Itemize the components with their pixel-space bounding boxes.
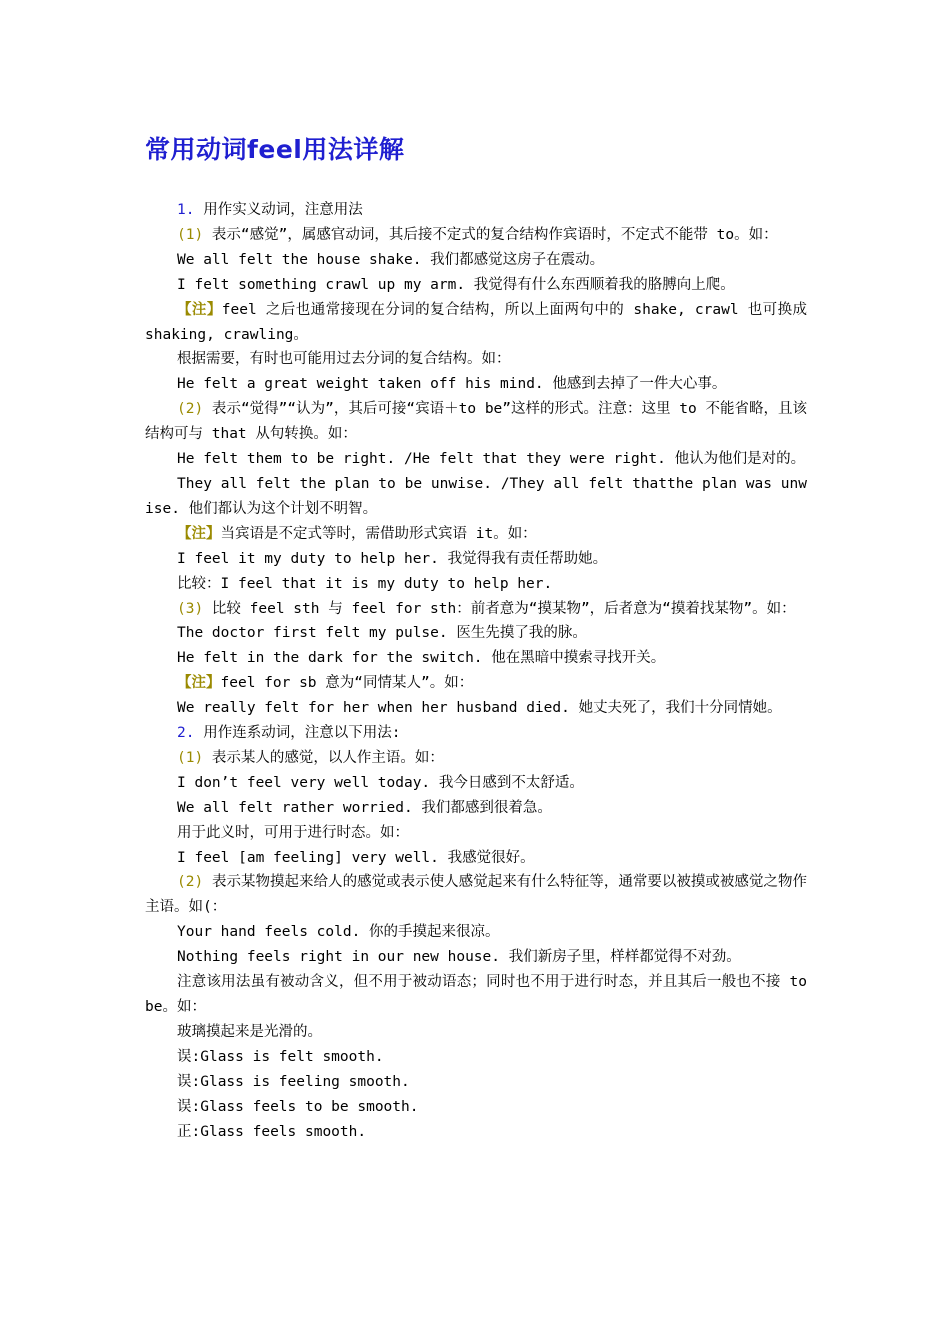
- section-number: 2.: [177, 725, 195, 742]
- paragraph-text: 表示“感觉”，属感官动词，其后接不定式的复合结构作宾语时，不定式不能带 to。如：: [203, 226, 778, 243]
- paragraph: [145, 821, 807, 846]
- paragraph: [145, 771, 807, 796]
- paragraph: [145, 945, 807, 970]
- paragraph-text: We really felt for her when her husband died. 她丈夫死了，我们十分同情她。: [177, 700, 782, 717]
- paragraph: [145, 273, 807, 298]
- paragraph: [145, 1020, 807, 1045]
- paragraph: [145, 447, 807, 472]
- paragraph: [145, 1045, 807, 1070]
- paragraph-text: I don’t feel very well today. 我今日感到不太舒适。: [177, 774, 584, 791]
- paragraph: [145, 721, 807, 746]
- document-title: 常用动词feel用法详解: [145, 135, 405, 164]
- paragraph-text: Nothing feels right in our new house. 我们新房子里，样样都觉得不对劲。: [177, 949, 741, 966]
- paragraph: [145, 372, 807, 397]
- paragraph: [145, 522, 807, 547]
- paragraph-text: 表示“觉得”“认为”，其后可接“宾语＋to be”这样的形式。注意：这里 to 不能省略，且该结构可与 that 从句转换。如：: [145, 401, 807, 443]
- paragraph-text: 当宾语是不定式等时，需借助形式宾语 it。如：: [220, 525, 537, 542]
- paragraph: [145, 870, 807, 920]
- paragraph-text: 表示某物摸起来给人的感觉或表示使人感觉起来有什么特征等，通常要以被摸或被感觉之物作主语。如(：: [145, 874, 807, 916]
- note-marker: 【注】: [177, 525, 221, 542]
- paragraph: [145, 198, 807, 223]
- paragraph-text: 用作实义动词，注意用法: [194, 202, 363, 218]
- paragraph-text: 根据需要，有时也可能用过去分词的复合结构。如：: [177, 351, 511, 368]
- paragraph-text: feel 之后也通常接现在分词的复合结构，所以上面两句中的 shake, crawl 也可换成 shaking, crawling。: [145, 301, 807, 343]
- paragraph-text: 注意该用法虽有被动含义，但不用于被动语态；同时也不用于进行时态，并且其后一般也不接 to be。如：: [145, 974, 807, 1015]
- paragraph-text: He felt in the dark for the switch. 他在黑暗中摸索寻找开关。: [177, 650, 666, 667]
- paragraph: [145, 298, 807, 348]
- paragraph: [145, 796, 807, 821]
- item-number: (1): [177, 749, 204, 766]
- paragraph: [145, 646, 807, 671]
- paragraph: [145, 846, 807, 871]
- paragraph-text: 误:Glass feels to be smooth.: [177, 1098, 419, 1115]
- paragraph: [145, 397, 807, 447]
- paragraph-text: 误:Glass is felt smooth.: [177, 1048, 384, 1065]
- paragraph-text: The doctor first felt my pulse. 医生先摸了我的脉。: [177, 625, 587, 642]
- paragraph-text: We all felt the house shake. 我们都感觉这房子在震动。: [177, 251, 605, 268]
- paragraph: [145, 248, 807, 273]
- paragraph-text: I feel it my duty to help her. 我觉得我有责任帮助她。: [177, 550, 608, 567]
- paragraph-text: 比较 feel sth 与 feel for sth：前者意为“摸某物”，后者意为“摸着找某物”。如：: [203, 600, 796, 617]
- paragraph: [145, 547, 807, 572]
- paragraph: [145, 347, 807, 372]
- section-number: 1.: [177, 202, 195, 218]
- paragraph-text: 表示某人的感觉，以人作主语。如：: [203, 749, 444, 766]
- item-number: (2): [177, 401, 204, 418]
- paragraph-text: I felt something crawl up my arm. 我觉得有什么东西顺着我的胳膊向上爬。: [177, 276, 735, 293]
- item-number: (3): [177, 600, 204, 617]
- paragraph: [145, 696, 807, 721]
- paragraph-text: 正:Glass feels smooth.: [177, 1123, 367, 1140]
- paragraph: [145, 746, 807, 771]
- paragraph: [145, 621, 807, 646]
- paragraph-text: He felt them to be right. /He felt that they were right. 他认为他们是对的。: [177, 451, 806, 468]
- paragraph-text: Your hand feels cold. 你的手摸起来很凉。: [177, 924, 500, 941]
- note-marker: 【注】: [177, 675, 221, 692]
- paragraph: [145, 1120, 807, 1145]
- paragraph: [145, 1070, 807, 1095]
- paragraph-text: They all felt the plan to be unwise. /They all felt thatthe plan was unwise. 他们都认为这个计划不明智。: [145, 475, 807, 517]
- paragraph: [145, 223, 807, 248]
- document-page: [145, 132, 807, 1144]
- paragraph: [145, 1095, 807, 1120]
- item-number: (2): [177, 874, 204, 891]
- paragraph: [145, 920, 807, 945]
- paragraph-text: I feel [am feeling] very well. 我感觉很好。: [177, 849, 535, 866]
- paragraph: [145, 597, 807, 622]
- item-number: (1): [177, 226, 204, 243]
- paragraph-text: He felt a great weight taken off his mind. 他感到去掉了一件大心事。: [177, 376, 727, 393]
- paragraph: [145, 970, 807, 1020]
- paragraph: [145, 671, 807, 696]
- paragraph-text: 用于此义时，可用于进行时态。如：: [177, 824, 409, 841]
- paragraph: [145, 572, 807, 597]
- paragraph-text: feel for sb 意为“同情某人”。如：: [220, 675, 474, 692]
- paragraph-text: 误:Glass is feeling smooth.: [177, 1073, 410, 1090]
- paragraph-text: 玻璃摸起来是光滑的。: [177, 1023, 322, 1040]
- document-body: [145, 198, 807, 1144]
- paragraph-text: 比较：I feel that it is my duty to help her.: [177, 575, 553, 592]
- note-marker: 【注】: [177, 301, 222, 318]
- paragraph: [145, 472, 807, 522]
- paragraph-text: We all felt rather worried. 我们都感到很着急。: [177, 799, 552, 816]
- paragraph-text: 用作连系动词，注意以下用法:: [194, 725, 401, 742]
